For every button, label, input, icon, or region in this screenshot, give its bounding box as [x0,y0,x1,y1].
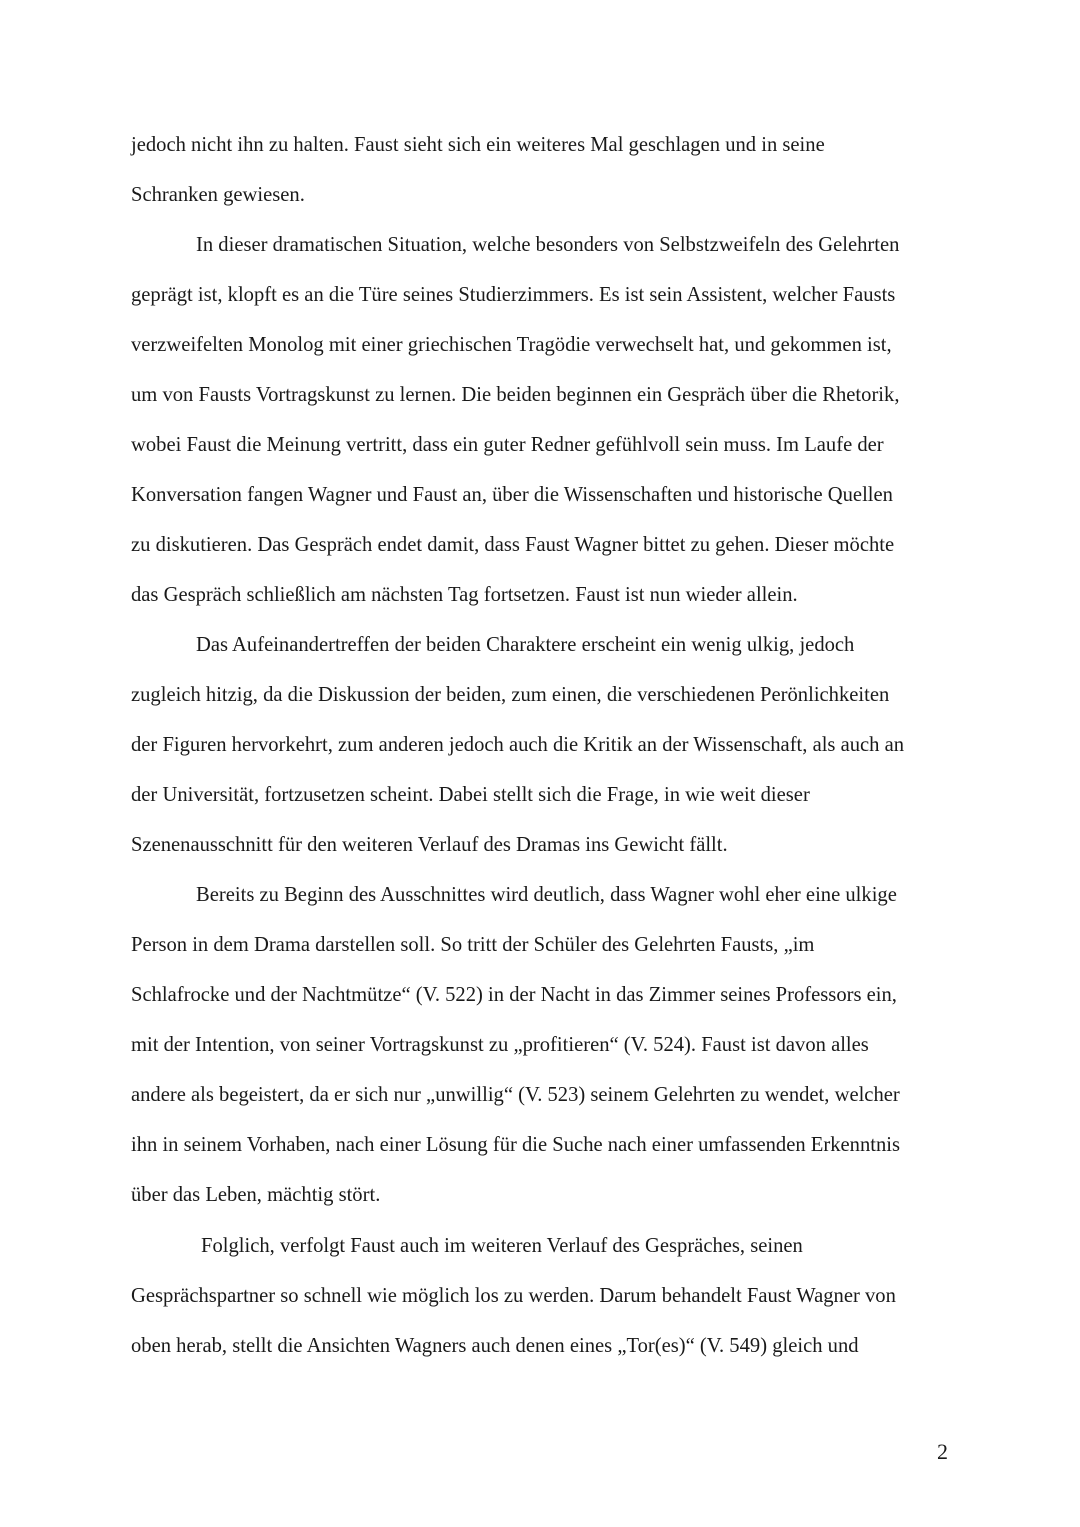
text-line-22: über das Leben, mächtig stört. [131,1184,381,1206]
text-line-9: zu diskutieren. Das Gespräch endet damit, dass Faust Wagner bittet zu gehen. Dieser möchte [131,534,895,556]
text-line-18: Schlafrocke und der Nachtmütze“ (V. 522) in der Nacht in das Zimmer seines Professors ein, [131,984,897,1006]
text-line-5: verzweifelten Monolog mit einer griechischen Tragödie verwechselt hat, und gekommen ist, [131,334,892,356]
text-line-20: andere als begeistert, da er sich nur „unwillig“ (V. 523) seinem Gelehrten zu wendet, welcher [131,1084,900,1106]
text-line-13: der Figuren hervorkehrt, zum anderen jedoch auch die Kritik an der Wissenschaft, als auch an [131,734,905,756]
text-line-8: Konversation fangen Wagner und Faust an, über die Wissenschaften und historische Quellen [131,484,893,506]
text-line-4: geprägt ist, klopft es an die Türe seines Studierzimmers. Es ist sein Assistent, welcher Fausts [131,284,896,306]
text-line-16: Bereits zu Beginn des Ausschnittes wird deutlich, dass Wagner wohl eher eine ulkige [196,884,897,906]
text-line-2: Schranken gewiesen. [131,184,305,206]
text-line-14: der Universität, fortzusetzen scheint. Dabei stellt sich die Frage, in wie weit dieser [131,784,810,806]
text-line-25: oben herab, stellt die Ansichten Wagners auch denen eines „Tor(es)“ (V. 549) gleich und [131,1335,859,1357]
text-line-1: jedoch nicht ihn zu halten. Faust sieht sich ein weiteres Mal geschlagen und in seine [131,134,825,156]
text-line-3: In dieser dramatischen Situation, welche besonders von Selbstzweifeln des Gelehrten [196,234,900,256]
page-number: 2 [937,1439,948,1464]
text-line-15: Szenenausschnitt für den weiteren Verlauf des Dramas ins Gewicht fällt. [131,834,728,856]
text-line-19: mit der Intention, von seiner Vortragskunst zu „profitieren“ (V. 524). Faust ist davon alles [131,1034,869,1056]
text-line-6: um von Fausts Vortragskunst zu lernen. Die beiden beginnen ein Gespräch über die Rhetorik, [131,384,900,406]
text-line-24: Gesprächspartner so schnell wie möglich los zu werden. Darum behandelt Faust Wagner von [131,1285,896,1307]
text-line-17: Person in dem Drama darstellen soll. So tritt der Schüler des Gelehrten Fausts, „im [131,934,815,956]
text-line-7: wobei Faust die Meinung vertritt, dass ein guter Redner gefühlvoll sein muss. Im Laufe der [131,434,884,456]
text-line-11: Das Aufeinandertreffen der beiden Charaktere erscheint ein wenig ulkig, jedoch [196,634,855,656]
text-line-23: Folglich, verfolgt Faust auch im weiteren Verlauf des Gespräches, seinen [201,1235,803,1257]
text-line-21: ihn in seinem Vorhaben, nach einer Lösung für die Suche nach einer umfassenden Erkenntnis [131,1134,900,1156]
text-line-12: zugleich hitzig, da die Diskussion der beiden, zum einen, die verschiedenen Perönlichkeiten [131,684,890,706]
text-line-10: das Gespräch schließlich am nächsten Tag fortsetzen. Faust ist nun wieder allein. [131,584,798,606]
